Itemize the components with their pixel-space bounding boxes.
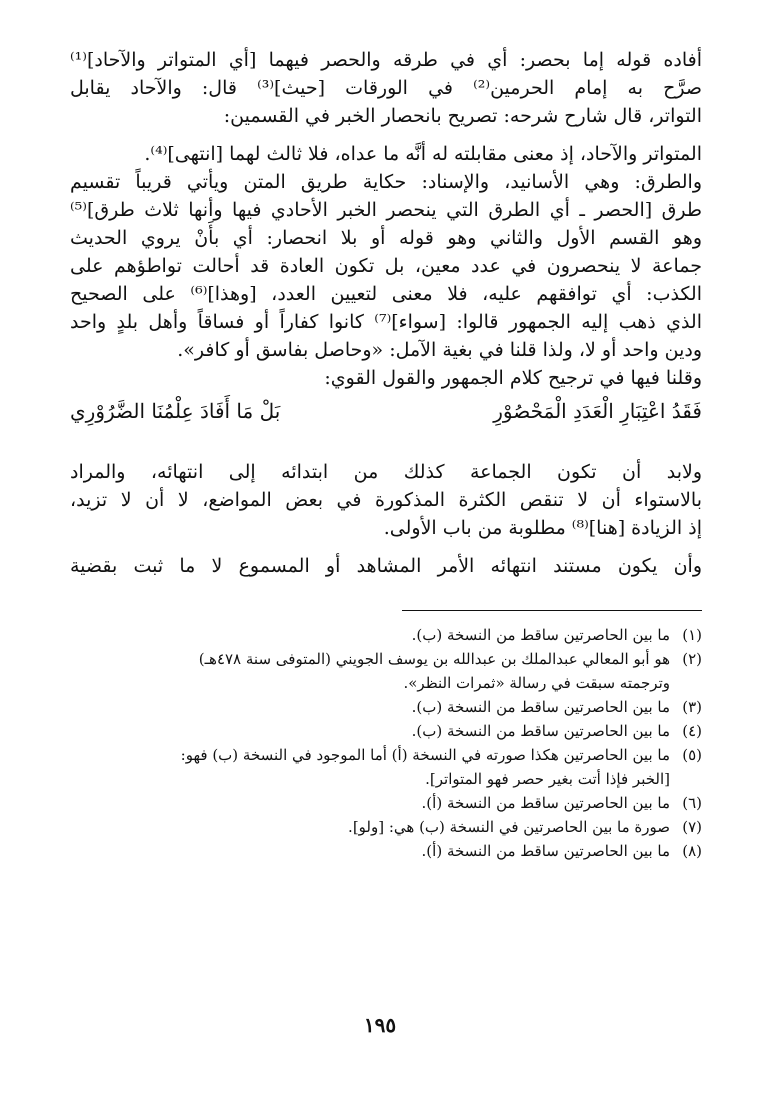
- body-line: طرق [الحصر ـ أي الطرق التي ينحصر الخبر الأحادي فيها وأنها ثلاث طرق]⁽⁵⁾: [70, 199, 702, 221]
- footnote-text: ما بين الحاصرتين ساقط من النسخة (أ).: [421, 794, 670, 812]
- footnote-item: [70, 839, 702, 863]
- footnote-text: ما بين الحاصرتين ساقط من النسخة (ب).: [411, 722, 670, 740]
- footnote-number: (٧): [682, 818, 702, 836]
- body-line: إذ الزيادة [هنا]⁽⁸⁾ مطلوبة من باب الأولى.: [383, 517, 702, 539]
- footnote-number: (٨): [682, 842, 702, 860]
- body-line: أفاده قوله إما بحصر: أي في طرقه والحصر فيهما [أي المتواتر والآحاد]⁽¹⁾: [70, 49, 702, 71]
- footnote-number: (١): [682, 626, 702, 644]
- body-line: جماعة لا ينحصرون في عدد معين، بل تكون العادة قد أحالت تواطؤهم على: [70, 255, 702, 277]
- body-line: وأن يكون مستند انتهائه الأمر المشاهد أو المسموع لا ما ثبت بقضية: [70, 555, 702, 577]
- body-line: وهو القسم الأول والثاني وهو قوله أو بلا انحصار: أي بأَنْ يروي الحديث: [70, 227, 702, 249]
- footnote-item: [70, 791, 702, 815]
- footnote-text: ما بين الحاصرتين هكذا صورته في النسخة (أ) أما الموجود في النسخة (ب) فهو:: [180, 746, 670, 764]
- footnotes: [70, 623, 702, 863]
- footnote-number: (٥): [682, 746, 702, 764]
- page-number: ١٩٥: [363, 1013, 397, 1037]
- body-line: الكذب: أي توافقهم عليه، فلا معنى لتعيين العدد، [وهذا]⁽⁶⁾ على الصحيح: [70, 283, 702, 305]
- footnote-text: ما بين الحاصرتين ساقط من النسخة (ب).: [411, 698, 670, 716]
- main-paragraph: [70, 46, 702, 392]
- footnote-item: [70, 623, 702, 647]
- footnote-item: [70, 647, 702, 671]
- footnote-text: صورة ما بين الحاصرتين في النسخة (ب) هي: [ولو].: [348, 818, 670, 836]
- poetry-verse: [70, 394, 702, 428]
- body-line: صرَّح به إمام الحرمين⁽²⁾ في الورقات [حيث]⁽³⁾ قال: والآحاد يقابل: [70, 77, 703, 99]
- body-line: ولابد أن تكون الجماعة كذلك من ابتدائه إلى انتهائه، والمراد: [70, 461, 702, 483]
- body-line: ودين واحد أو لا، ولذا قلنا في بغية الآمل: «وحاصل بفاسق أو كافر».: [177, 339, 702, 361]
- footnote-item: [70, 719, 702, 743]
- footnote-number: (٣): [682, 698, 702, 716]
- footnote-continuation: [الخبر فإذا أتت بغير حصر فهو المتواتر].: [425, 770, 670, 788]
- footnote-text: هو أبو المعالي عبدالملك بن عبدالله بن يوسف الجويني (المتوفى سنة ٤٧٨هـ): [198, 650, 670, 668]
- verse-first-hemistich: فَقَدُ اعْتِبَارِ الْعَدَدِ الْمَحْصُوْرِ: [493, 399, 702, 423]
- body-line: الذي ذهب إليه الجمهور قالوا: [سواء]⁽⁷⁾ كانوا كفاراً أو فساقاً وأهل بلدٍ واحد: [70, 311, 702, 333]
- footnote-item: [70, 695, 702, 719]
- body-line: التواتر، قال شارح شرحه: تصريح بانحصار الخبر في القسمين:: [223, 105, 702, 127]
- body-line: وقلنا فيها في ترجيح كلام الجمهور والقول القوي:: [324, 367, 702, 389]
- second-paragraph: [70, 458, 702, 542]
- footnote-separator: [402, 610, 702, 611]
- body-line: بالاستواء أن لا تنقص الكثرة المذكورة في بعض المواضع، لا أن لا تزيد،: [70, 489, 702, 511]
- footnote-text: ما بين الحاصرتين ساقط من النسخة (ب).: [411, 626, 670, 644]
- verse-second-hemistich: بَلْ مَا أَفَادَ عِلْمُنَا الضَّرُوْرِي: [70, 399, 281, 423]
- body-line: والطرق: وهي الأسانيد، والإسناد: حكاية طريق المتن ويأتي قريباً تقسيم: [70, 171, 702, 193]
- footnote-number: (٤): [682, 722, 702, 740]
- footnote-item: [70, 743, 702, 767]
- footnote-number: (٦): [682, 794, 702, 812]
- footnote-text: ما بين الحاصرتين ساقط من النسخة (أ).: [421, 842, 670, 860]
- third-paragraph: [70, 552, 702, 580]
- footnote-item: [70, 815, 702, 839]
- page-content: [70, 46, 702, 863]
- body-line: المتواتر والآحاد، إذ معنى مقابلته له أنَّه ما عداه، فلا ثالث لهما [انتهى]⁽⁴⁾.: [144, 143, 702, 165]
- footnote-number: (٢): [682, 650, 702, 668]
- footnote-continuation: وترجمته سبقت في رسالة «ثمرات النظر».: [403, 674, 670, 692]
